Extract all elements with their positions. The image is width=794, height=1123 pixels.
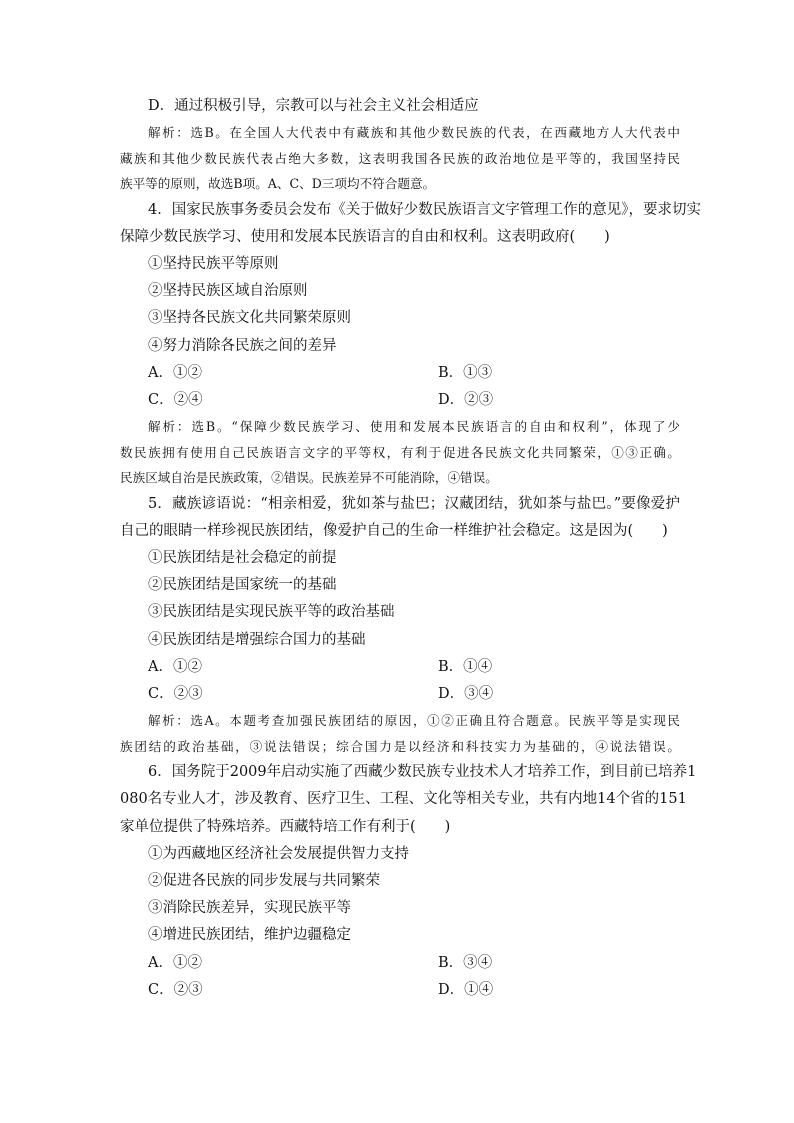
q3-analysis-line-1: 解析：选B。在全国人大代表中有藏族和其他少数民族的代表，在西藏地方人大代表中 [148,125,680,141]
q4-item-4: ④努力消除各民族之间的差异 [148,337,337,354]
q6-options-row-1 [120,950,680,977]
q6-option-c: C．②③ [148,981,203,998]
q5-option-b: B．①④ [438,658,493,675]
q5-item-1: ①民族团结是社会稳定的前提 [148,550,337,567]
q5-item-2: ②民族团结是国家统一的基础 [148,577,337,594]
q6-option-a: A．①② [148,954,202,971]
q6-item-3: ③消除民族差异，实现民族平等 [148,900,351,917]
q5-item-4: ④民族团结是增强综合国力的基础 [148,631,366,648]
q4-item-2: ②坚持民族区域自治原则 [148,283,308,300]
q4-analysis-line-1: 解析：选B。“保障少数民族学习、使用和发展本民族语言的自由和权利”，体现了少 [148,419,680,435]
q6-item-4: ④增进民族团结，维护边疆稳定 [148,927,351,944]
q5-option-c: C．②③ [148,686,203,702]
q6-option-b: B．③④ [438,954,493,971]
q4-item-1: ①坚持民族平等原则 [148,256,279,273]
q4-option-d: D．②③ [438,392,494,408]
q5-stem-line-2: 自己的眼睛一样珍视民族团结，像爱护自己的生命一样维护社会稳定。这是因为( ) [120,522,668,539]
q6-stem-line-2: 080名专业人才，涉及教育、医疗卫生、工程、文化等相关专业，共有内地14个省的151 [120,791,687,808]
q4-option-b: B．①③ [438,364,493,381]
q6-stem-line-3: 家单位提供了特殊培养。西藏特培工作有利于( ) [120,818,451,835]
q4-option-a: A．①② [148,364,202,381]
q6-options-row-2 [120,977,680,1004]
q4-options-row-2 [120,387,680,414]
q4-analysis-line-3: 民族区域自治是民族政策，②错误。民族差异不可能消除，④错误。 [120,470,498,486]
q3-analysis-line-3: 族平等的原则，故选B项。A、C、D三项均不符合题意。 [120,176,436,192]
q5-options-row-2 [120,681,680,708]
q4-options-row-1 [120,360,680,387]
q5-analysis-line-2: 族团结的政治基础，③说法错误；综合国力是以经济和科技实力为基础的，④说法错误。 [120,738,680,754]
q4-option-c: C．②④ [148,392,203,408]
q4-item-3: ③坚持各民族文化共同繁荣原则 [148,310,351,327]
q4-stem-line-1: 4．国家民族事务委员会发布《关于做好少数民族语言文字管理工作的意见》，要求切实 [148,201,701,218]
q3-analysis-line-2: 藏族和其他少数民族代表占绝大多数，这表明我国各民族的政治地位是平等的，我国坚持民 [120,150,680,166]
q5-option-a: A．①② [148,658,202,675]
q6-option-d: D．①④ [438,981,494,998]
q5-item-3: ③民族团结是实现民族平等的政治基础 [148,604,395,621]
q5-option-d: D．③④ [438,686,494,702]
q6-item-2: ②促进各民族的同步发展与共同繁荣 [148,872,380,889]
q3-option-d: D．通过积极引导，宗教可以与社会主义社会相适应 [148,98,479,114]
q5-analysis-line-1: 解析：选A。本题考查加强民族团结的原因，①②正确且符合题意。民族平等是实现民 [148,713,680,729]
worksheet-page [120,93,701,1004]
q4-stem-line-2: 保障少数民族学习、使用和发展本民族语言的自由和权利。这表明政府( ) [120,228,610,245]
q5-options-row-1 [120,654,680,681]
q6-stem-line-1: 6．国务院于2009年启动实施了西藏少数民族专业技术人才培养工作，到目前已培养1 [148,764,697,781]
q5-stem-line-1: 5．藏族谚语说：“相亲相爱，犹如茶与盐巴；汉藏团结，犹如茶与盐巴。”要像爱护 [148,495,680,512]
q4-analysis-line-2: 数民族拥有使用自己民族语言文字的平等权，有利于促进各民族文化共同繁荣，①③正确。 [120,444,680,460]
q6-item-1: ①为西藏地区经济社会发展提供智力支持 [148,845,409,862]
